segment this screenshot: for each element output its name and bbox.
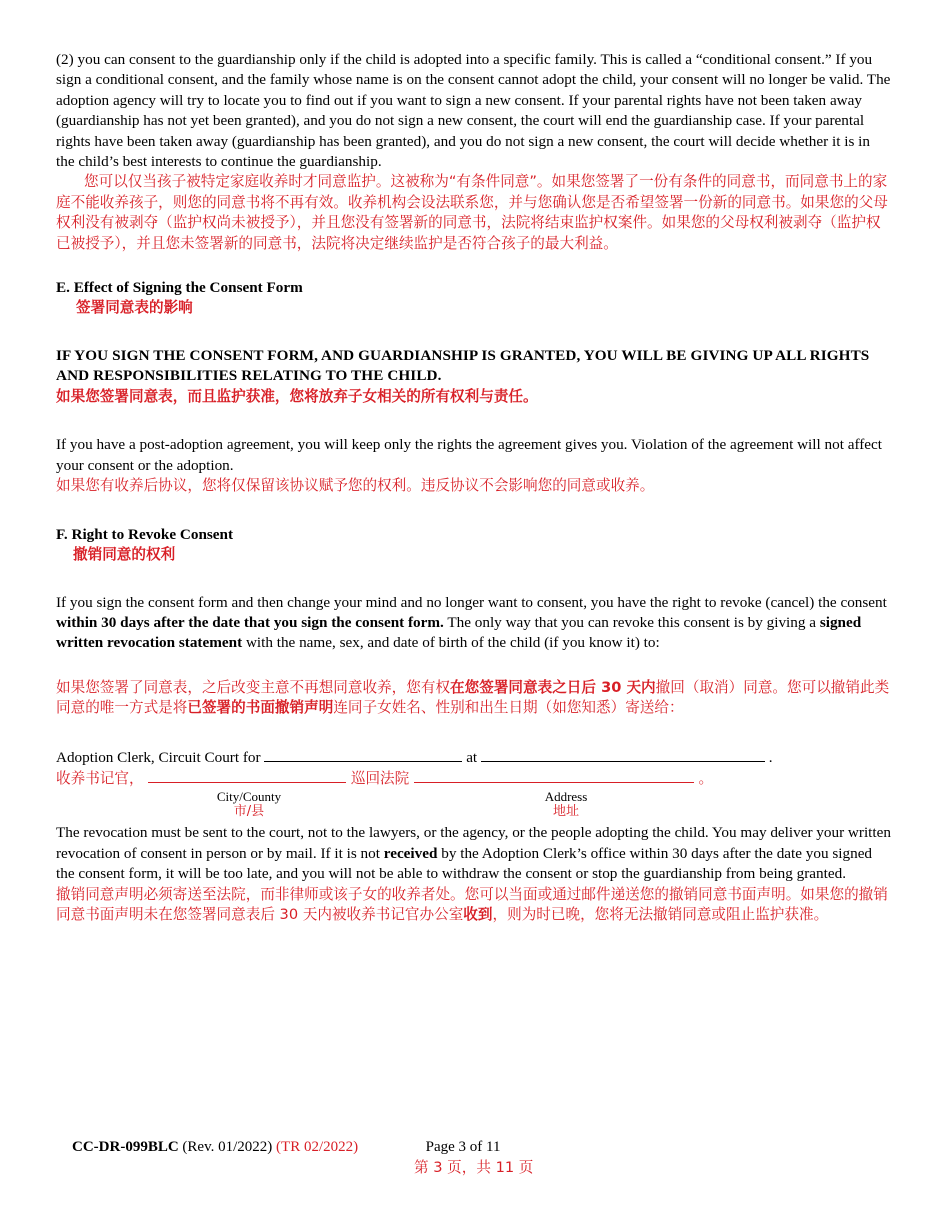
section-e-title-zh: 签署同意表的影响	[76, 299, 193, 317]
address-field[interactable]	[481, 747, 765, 762]
post-adoption-paragraph-zh: 如果您有收养后协议，您将仅保留该协议赋予您的权利。违反协议不会影响您的同意或收养。	[56, 477, 655, 495]
revoke-deadline: within 30 days after the date that you sign the consent form.	[56, 613, 444, 631]
page-footer	[72, 1138, 534, 1176]
revocation-sent-paragraph-zh	[56, 885, 892, 926]
address-field-zh[interactable]	[414, 768, 694, 783]
revoke-text-3: with the name, sex, and date of birth of the child (if you know it) to:	[242, 634, 660, 652]
city-county-field[interactable]	[264, 747, 462, 762]
revoke-zh-text-1: 如果您签署了同意表，之后改变主意不再想同意收养，您有权	[56, 678, 451, 696]
city-county-label: City/County	[216, 789, 282, 805]
form-revision: (Rev. 01/2022)	[182, 1139, 273, 1155]
revoke-text-2: The only way that you can revoke this consent is by giving a	[443, 613, 820, 631]
section-e-title: E. Effect of Signing the Consent Form	[56, 279, 303, 297]
clerk-label: Adoption Clerk, Circuit Court for	[56, 748, 261, 766]
consent-warning-zh: 如果您签署同意表，而且监护获准，您将放弃子女相关的所有权利与责任。	[56, 387, 538, 405]
address-label-zh: 地址	[552, 804, 579, 820]
post-adoption-paragraph: If you have a post-adoption agreement, you will keep only the rights the agreement gives you. Violation of the agreement will not affect your consent or the adoption.	[56, 436, 883, 474]
clerk-end-zh: 。	[698, 769, 714, 787]
translation-revision: (TR 02/2022)	[276, 1139, 359, 1155]
clerk-address-line-zh	[56, 768, 892, 789]
page-number-zh: 第 3 页，共 11 页	[414, 1159, 534, 1176]
clerk-address-line	[56, 747, 892, 768]
consent-warning: IF YOU SIGN THE CONSENT FORM, AND GUARDIANSHIP IS GRANTED, YOU WILL BE GIVING UP ALL RIGHTS AND RESPONSIBILITIES RELATING TO THE CHILD.	[56, 347, 870, 385]
revoke-zh-text-3: 连同子女姓名、性别和出生日期（如您知悉）寄送给：	[333, 699, 684, 717]
revoke-zh-text-2: 撤回（取消）同意。您可以撤销此类同意的唯一方式是将	[56, 678, 890, 717]
section-f-title: F. Right to Revoke Consent	[56, 525, 234, 543]
conditional-consent-paragraph: (2) you can consent to the guardianship only if the child is adopted into a specific family. This is called a “conditional consent.” If you sign a conditional consent, and the family whose name is on the consent cannot adopt the child, your consent will no longer be valid. The adoption agency will try to locate you to find out if you want to sign a new consent. If your parental rights have not been taken away (guardianship has not yet been granted), and you do not sign a new consent, the court will end the guardianship case. If your parental rights have been taken away (guardianship has been granted), and you do not sign a new consent, the court will decide whether it is in the child’s best interests to continue the guardianship.	[56, 51, 891, 171]
clerk-label-zh: 收养书记官，	[56, 769, 144, 787]
clerk-period: .	[768, 748, 773, 766]
conditional-consent-paragraph-zh: 您可以仅当孩子被特定家庭收养时才同意监护。这被称为“有条件同意”。如果您签署了一份有条件的同意书，而同意书上的家庭不能收养孩子，则您的同意书将不再有效。收养机构会设法联系您，并与您确认您是否希望签署一份新的同意书。如果您的父母权利没有被剥夺（监护权尚未被授予），并且您没有签署新的同意书，法院将结束监护权案件。如果您的父母权利被剥夺（监护权已被授予），并且您未签署新的同意书，法院将决定继续监护是否符合孩子的最大利益。	[56, 173, 888, 252]
sent-zh-text-2: ，则为时已晚，您将无法撤销同意或阻止监护获准。	[492, 905, 829, 923]
sent-text-2: by the Adoption Clerk’s office within 30 days after the date you signed the consent form, it will be too late, and you will not be able to withdraw the consent or stop the guardianship from being granted.	[56, 844, 873, 883]
revoke-zh-deadline: 在您签署同意表之日后 30 天内	[450, 678, 656, 696]
clerk-at: at	[466, 748, 478, 766]
section-f-title-zh: 撤销同意的权利	[73, 545, 176, 563]
field-labels	[56, 789, 892, 823]
sent-received: received	[383, 844, 438, 862]
revoke-paragraph-zh	[56, 678, 892, 719]
city-county-label-zh: 市/县	[233, 804, 265, 820]
revocation-sent-paragraph	[56, 823, 892, 884]
sent-zh-text-1: 撤销同意声明必须寄送至法院，而非律师或该子女的收养者处。您可以当面或通过邮件递送您的撤销同意书面声明。如果您的撤销同意书面声明未在您签署同意表后 30 天内被收养书记官办公室	[56, 885, 888, 923]
sent-text-1: The revocation must be sent to the court, not to the lawyers, or the agency, or the people adopting the child. You may deliver your written revocation of consent in person or by mail. If it is not	[56, 824, 891, 862]
revoke-zh-statement: 已签署的书面撤销声明	[187, 699, 334, 717]
page-number: Page 3 of 11	[425, 1139, 501, 1155]
revoke-statement: signed written revocation statement	[56, 613, 862, 652]
clerk-court-zh: 巡回法院	[350, 769, 410, 787]
city-county-field-zh[interactable]	[148, 768, 346, 783]
address-label: Address	[544, 789, 588, 805]
revoke-text-1: If you sign the consent form and then change your mind and no longer want to consent, you have the right to revoke (cancel) the consent	[56, 593, 887, 611]
page-body	[56, 50, 892, 925]
form-code: CC-DR-099BLC	[72, 1139, 179, 1155]
revoke-paragraph	[56, 593, 892, 654]
sent-zh-received: 收到	[463, 905, 493, 923]
